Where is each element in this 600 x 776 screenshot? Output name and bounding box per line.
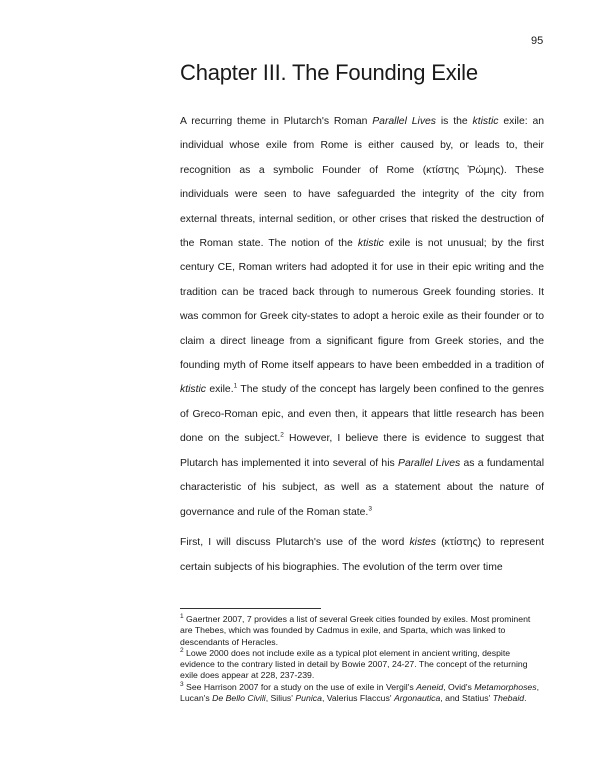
text-run: exile. <box>205 384 234 396</box>
footnotes <box>180 614 544 704</box>
text-run: A recurring theme in Plutarch's Roman <box>180 116 373 127</box>
page-number: 95 <box>531 35 544 47</box>
body-paragraph <box>180 531 544 580</box>
italic-text: Punica <box>295 693 322 704</box>
italic-text: De Bello Civili <box>212 693 266 704</box>
italic-text: ktistic <box>357 238 384 250</box>
italic-text: Metamorphoses <box>474 681 537 692</box>
text-run: The study of the concept has largely been confined to the genres of Greco-Roman epic, and even then, it appears that little research has been done on the subject. <box>180 384 544 445</box>
footnote <box>180 614 544 648</box>
text-run: Lowe 2000 does not include exile as a typical plot element in ancient writing, despite evidence to the contrary listed in detail by Bowie 2007, 24-27. The concept of the returning exile does appear at 228, 237-239. <box>180 647 528 681</box>
italic-text: Argonautica <box>393 693 441 704</box>
footnote-ref: 1 <box>180 613 184 621</box>
footnote-ref: 3 <box>368 505 372 513</box>
text-run: . <box>524 693 527 704</box>
text-run: (κτίστης) to represent certain subjects of his biographies. The evolution of the term over time <box>180 537 544 573</box>
text-run: , Ovid's <box>443 681 475 692</box>
footnote <box>180 682 544 705</box>
text-run: as a fundamental characteristic of his subject, as well as a statement about the nature of governance and rule of the Roman state. <box>180 457 545 518</box>
text-run: However, I believe there is evidence to suggest that Plutarch has implemented it into several of his <box>180 433 544 469</box>
footnote-ref: 2 <box>280 431 284 439</box>
text-run: , Lucan's <box>180 681 540 704</box>
text-run: , Valerius Flaccus' <box>321 693 394 704</box>
footnote-separator <box>180 608 321 609</box>
text-run: , and Statius' <box>440 693 493 704</box>
italic-text: Aeneid <box>416 681 444 692</box>
italic-text: ktistic <box>472 116 499 127</box>
text-run: exile is not unusual; by the first century CE, Roman writers had adopted it for use in their epic writing and the tradition can be traced back through to numerous Greek founding stories. It was common for Greek city-states to adopt a heroic exile as their founder or to claim a direct lineage from a significant figure from Greek stories, and the founding myth of Rome itself appears to have been embedded in a tradition of <box>180 238 544 372</box>
italic-text: Thebaid <box>492 693 525 704</box>
chapter-title: Chapter III. The Founding Exile <box>180 60 478 85</box>
footnote-ref: 2 <box>180 647 184 654</box>
italic-text: Parallel Lives <box>398 457 461 469</box>
text-run: exile: an individual whose exile from Rome is either caused by, or leads to, their recognition as a symbolic Founder of Rome (κτίστης Ῥώμης). These individuals were seen to have safeguarded the integrity of the city from external threats, internal sedition, or other crises that risked the destruction of the Roman state. The notion of the <box>180 116 545 250</box>
italic-text: ktistic <box>180 384 206 396</box>
text-run: Gaertner 2007, 7 provides a list of several Greek cities founded by exiles. Most prominent are Thebes, which was founded by Cadmus in exile, and Sparta, which was linked to descendants of Heracles. <box>180 614 531 647</box>
italic-text: Parallel Lives <box>372 116 436 127</box>
text-run: is the <box>436 116 473 127</box>
text-run: First, I will discuss Plutarch's use of the word <box>180 537 410 549</box>
text-run: , Silius' <box>265 693 296 704</box>
footnote-ref: 1 <box>233 383 238 390</box>
italic-text: kistes <box>409 537 437 549</box>
footnote <box>180 648 544 682</box>
footnote-ref: 3 <box>180 680 184 688</box>
body-paragraph <box>180 110 544 525</box>
text-run: See Harrison 2007 for a study on the use of exile in Vergil's <box>183 681 417 692</box>
body-text <box>180 110 544 580</box>
